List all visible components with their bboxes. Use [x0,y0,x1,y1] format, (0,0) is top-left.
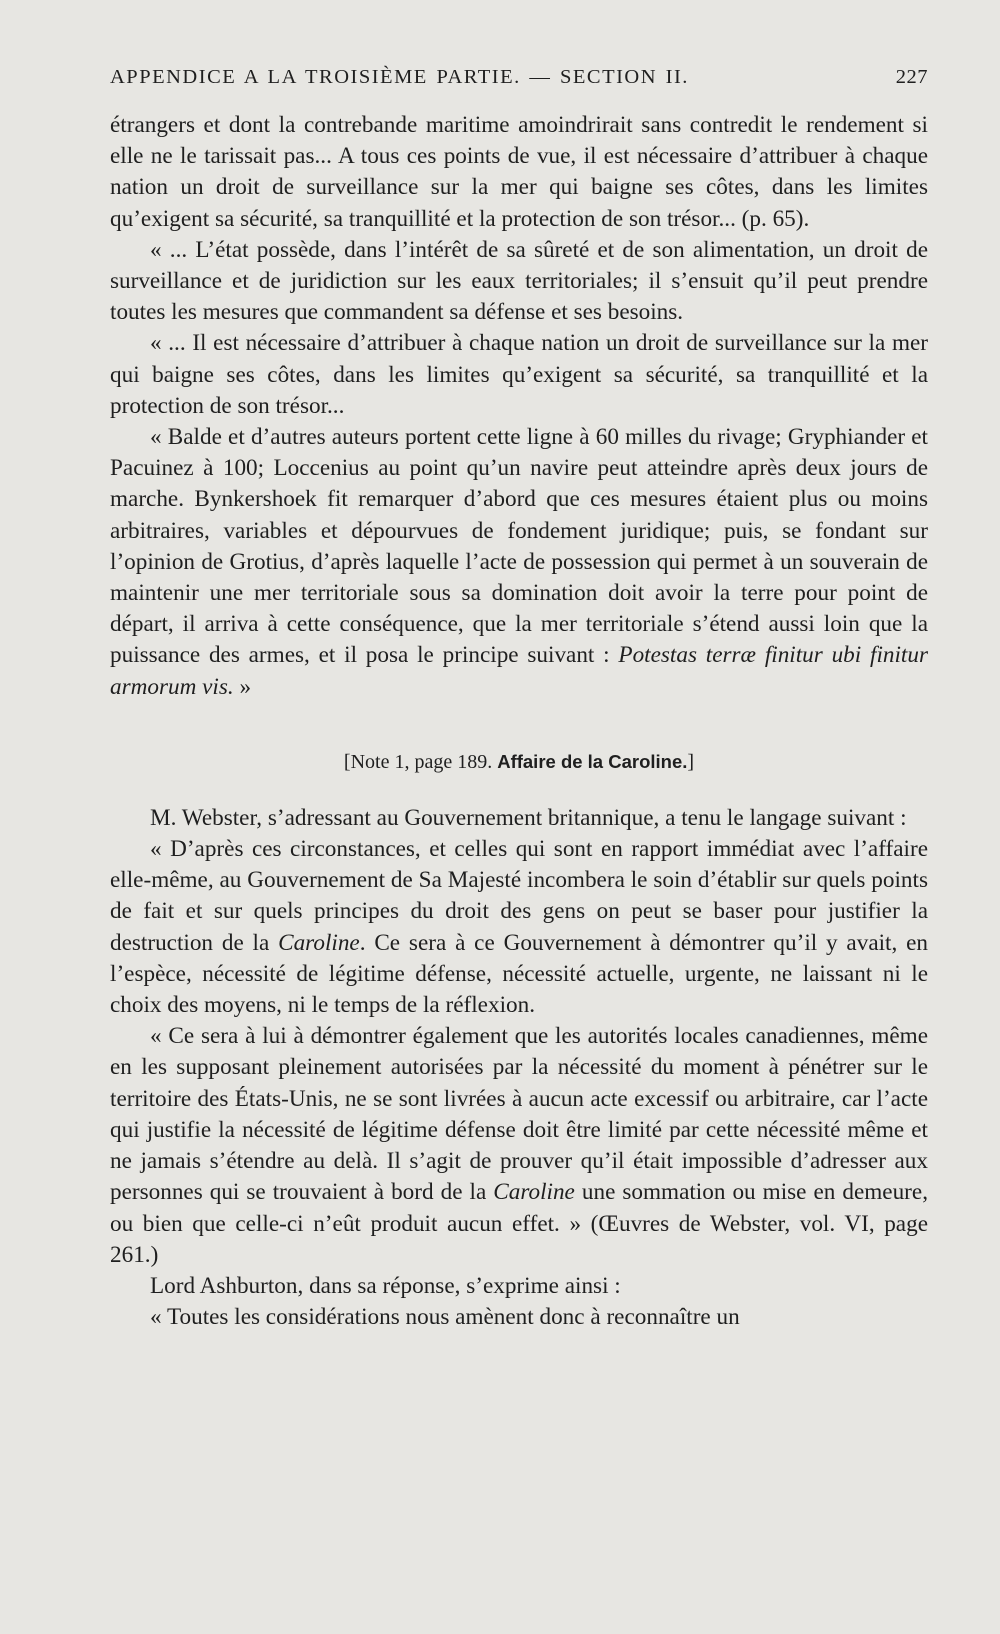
paragraph-authors [110,422,928,703]
page-body [110,110,928,1333]
authors-text: « Balde et d’autres auteurs portent cette ligne à 60 milles du rivage; Gryphiander et Pacuinez à 100; Loccenius au point qu’un navire peut atteindre après deux jours de marche. Bynkershoek fit remarquer d’abord que ces mesures étaient plus ou moins arbitraires, variables et dépourvues de fondement juridique; puis, se fondant sur l’opinion de Grotius, d’après laquelle l’acte de possession qui permet à un souverain de maintenir une mer territoriale sous sa domination doit avoir la terre pour point de départ, il arriva à cette conséquence, que la mer territoriale s’étend aussi loin que la puissance des armes, et il posa le principe suivant : [110,424,928,669]
paragraph-webster-quote-2 [110,1021,928,1271]
paragraph-webster-quote-1 [110,834,928,1021]
webster-quote-1-text: « D’après ces circonstances, et celles qui sont en rapport immédiat avec l’affaire elle-même, au Gouvernement de Sa Majesté incombera le soin d’établir sur quels points de fait et sur quels principes du droit des gens on peut se baser pour justifier la destruction de la [110,836,928,956]
note-heading [110,747,928,777]
page-number: 227 [895,66,928,88]
note-bracket: ] [687,750,695,773]
webster-quote-2-text: « Ce sera à lui à démontrer également que les autorités locales canadiennes, même en les supposant pleinement autorisées par la nécessité du moment à pénétrer sur le territoire des États-Unis, ne se sont livrées à aucun acte excessif ou arbitraire, car l’acte qui justifie la nécessité de légitime défense doit être limité par cette nécessité même et ne jamais s’étendre au delà. Il s’agit de prouver qu’il était impossible d’adresser aux personnes qui se trouvaient à bord de la [110,1023,928,1206]
latin-maxim: Potestas terræ finitur ubi finitur armorum vis. [110,642,928,700]
paragraph-state-rights: « ... L’état possède, dans l’intérêt de sa sûreté et de son alimentation, un droit de surveillance et de juridiction sur les eaux territoriales; il s’ensuit qu’il peut prendre toutes les mesures que commandent sa défense et ses besoins. [110,236,928,326]
running-head [110,62,928,100]
paragraph-ashburton: Lord Ashburton, dans sa réponse, s’exprime ainsi : [150,1272,621,1299]
paragraph-webster-intro: M. Webster, s’adressant au Gouvernement britannique, a tenu le langage suivant : [150,804,907,831]
closing-quote: » [233,673,252,700]
webster-quote-1-rest: . Ce sera à ce Gouvernement à démontrer qu’il y avait, en l’espèce, nécessité de légitime défense, nécessité actuelle, urgente, ne laissant ni le choix des moyens, ni le temps de la réflexion. [110,929,928,1019]
ship-name: Caroline [278,929,360,956]
running-title: APPENDICE A LA TROISIÈME PARTIE. — SECTION II. [110,66,689,88]
paragraph-surveillance: « ... Il est nécessaire d’attribuer à chaque nation un droit de surveillance sur la mer qui baigne ses côtes, dans les limites qu’exigent sa sécurité, sa tranquillité et la protection de son trésor... [110,330,928,419]
ship-name: Caroline [493,1179,575,1206]
webster-quote-2-rest: une sommation ou mise en demeure, ou bien que celle-ci n’eût produit aucun effet. » (Œuvres de Webster, vol. VI, page 261.) [110,1179,928,1268]
paragraph-continuation: étrangers et dont la contrebande maritime amoindrirait sans contredit le rendement si elle ne le tarissait pas... A tous ces points de vue, il est nécessaire d’attribuer à chaque nation un droit de surveillance sur la mer qui baigne ses côtes, dans les limites qu’exigent sa sécurité, sa tranquillité et la protection de son trésor... (p. 65). [110,112,928,232]
note-title: Affaire de la Caroline. [497,750,688,772]
note-reference: [Note 1, page 189. [343,750,498,773]
paragraph-ashburton-quote: « Toutes les considérations nous amènent donc à reconnaître un [150,1304,740,1331]
